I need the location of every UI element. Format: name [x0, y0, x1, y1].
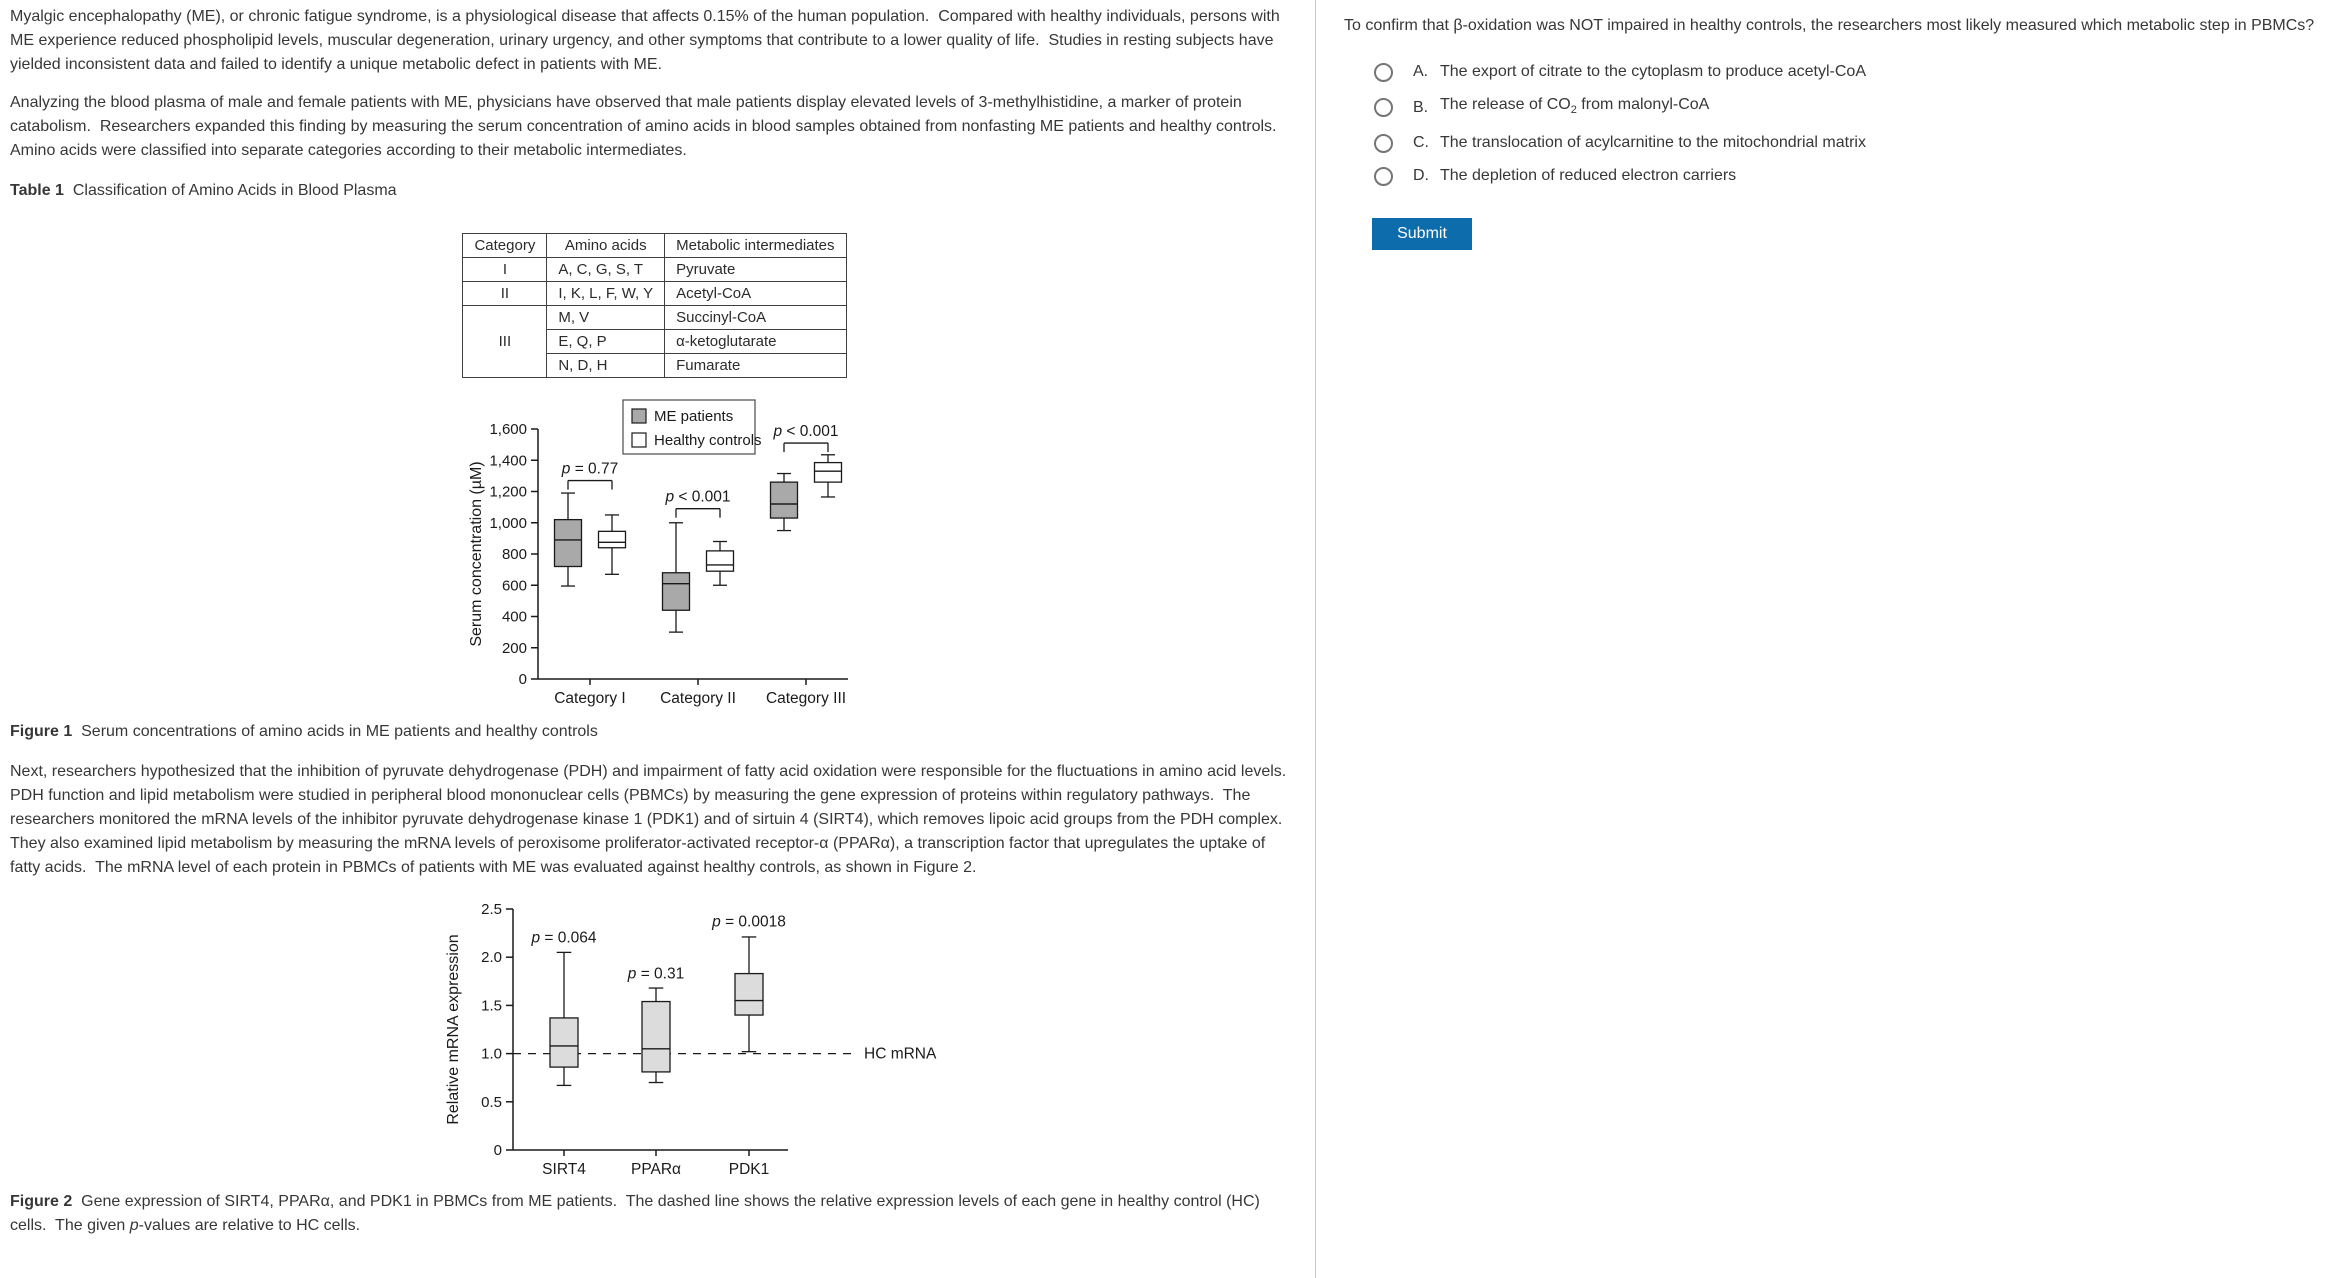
svg-text:p < 0.001: p < 0.001 — [773, 423, 839, 441]
answer-options — [1374, 60, 2339, 188]
figure2-caption-text2: -values are relative to HC cells. — [138, 1217, 361, 1234]
svg-text:Serum concentration (µM): Serum concentration (µM) — [468, 461, 485, 647]
svg-text:1.0: 1.0 — [481, 1045, 502, 1063]
radio-button[interactable] — [1374, 63, 1393, 82]
table-row — [463, 306, 846, 330]
table-cell-intermediate: α-ketoglutarate — [665, 330, 846, 354]
radio-button[interactable] — [1374, 98, 1393, 117]
answer-option-d[interactable] — [1374, 164, 2339, 188]
option-letter: A. — [1413, 63, 1429, 80]
radio-button[interactable] — [1374, 167, 1393, 186]
svg-text:PDK1: PDK1 — [728, 1161, 770, 1178]
option-letter: C. — [1413, 134, 1429, 152]
figure2-caption-text1: Gene expression of SIRT4, PPARα, and PDK1 in PBMCs from ME patients. The dashed line shows the relative expression levels of each gene in healthy control (HC) cells. The given — [10, 1193, 1265, 1234]
passage-paragraph-1: Myalgic encephalopathy (ME), or chronic fatigue syndrome, is a physiological disease that affects 0.15% of the human population. Compared with healthy individuals, persons with ME experience reduced phospholipid levels, muscular degeneration, urinary urgency, and other symptoms that contribute to a lower quality of life. Studies in resting subjects have yielded inconsistent data and failed to identify a unique metabolic defect in patients with ME. — [10, 8, 1285, 73]
question-text: To confirm that β-oxidation was NOT impaired in healthy controls, the researchers most likely measured which metabolic step in PBMCs? — [1344, 17, 2315, 34]
figure1-container — [448, 392, 1299, 716]
figure2-caption-bold: Figure 2 — [10, 1193, 73, 1210]
svg-text:800: 800 — [501, 546, 527, 563]
table-row — [463, 282, 846, 306]
table-cell-amino-acids: M, V — [547, 306, 665, 330]
radio-button[interactable] — [1374, 134, 1393, 153]
amino-acid-table — [462, 233, 846, 378]
table-cell-intermediate: Acetyl-CoA — [665, 282, 846, 306]
svg-text:1,400: 1,400 — [489, 452, 527, 470]
svg-text:0: 0 — [518, 671, 527, 688]
svg-text:1,200: 1,200 — [489, 483, 527, 501]
question-panel — [1316, 0, 2347, 1278]
table-header-row — [463, 234, 846, 258]
table-cell-amino-acids: I, K, L, F, W, Y — [547, 282, 665, 306]
figure2-caption — [10, 1190, 1299, 1238]
svg-text:1,600: 1,600 — [489, 421, 527, 438]
option-text: The depletion of reduced electron carriers — [1440, 167, 1737, 185]
svg-text:Category II: Category II — [660, 690, 736, 707]
figure1-caption-bold: Figure 1 — [10, 723, 73, 740]
option-text: The translocation of acylcarnitine to the mitochondrial matrix — [1440, 134, 1866, 152]
figure2-boxplot — [428, 894, 960, 1186]
submit-button[interactable]: Submit — [1372, 218, 1472, 250]
svg-text:HC mRNA: HC mRNA — [864, 1045, 937, 1063]
svg-text:Healthy controls: Healthy controls — [654, 432, 762, 449]
svg-text:p = 0.31: p = 0.31 — [627, 965, 685, 983]
svg-text:0.5: 0.5 — [481, 1093, 502, 1111]
option-letter: B. — [1413, 98, 1429, 116]
answer-option-c[interactable] — [1374, 131, 2339, 155]
table-cell-category: I — [463, 258, 547, 282]
svg-text:1,000: 1,000 — [489, 514, 527, 532]
svg-text:p = 0.0018: p = 0.0018 — [712, 913, 786, 931]
table-title-text: Classification of Amino Acids in Blood Plasma — [63, 182, 397, 199]
option-text: The release of $CO_2$ from malonyl-CoA — [1440, 96, 1710, 117]
table-cell-intermediate: Fumarate — [665, 354, 846, 378]
svg-text:PPARα: PPARα — [630, 1161, 682, 1178]
answer-option-a[interactable] — [1374, 60, 2339, 84]
svg-text:1.5: 1.5 — [481, 997, 502, 1015]
svg-text:400: 400 — [501, 608, 527, 626]
svg-text:p = 0.77: p = 0.77 — [561, 460, 619, 478]
svg-text:Category III: Category III — [765, 690, 847, 707]
table-title-bold: Table 1 — [10, 182, 64, 199]
figure2-container — [428, 894, 1299, 1186]
figure1-boxplot — [448, 392, 903, 716]
svg-text:2.5: 2.5 — [481, 901, 502, 918]
svg-text:2.0: 2.0 — [481, 949, 502, 967]
option-text: The export of citrate to the cytoplasm to produce acetyl-CoA — [1440, 63, 1866, 80]
table-header-amino-acids: Amino acids — [547, 234, 665, 258]
table-header-category: Category — [463, 234, 547, 258]
figure1-caption-text: Serum concentrations of amino acids in ME patients and healthy controls — [72, 723, 598, 740]
table-cell-intermediate: Pyruvate — [665, 258, 846, 282]
table-cell-category: III — [463, 306, 547, 378]
table-cell-category: II — [463, 282, 547, 306]
svg-text:p < 0.001: p < 0.001 — [665, 488, 731, 506]
table-cell-intermediate: Succinyl-CoA — [665, 306, 846, 330]
figure1-caption — [10, 720, 1299, 744]
svg-text:600: 600 — [501, 577, 527, 595]
table-title — [10, 179, 1299, 203]
table-header-intermediates: Metabolic intermediates — [665, 234, 846, 258]
svg-text:p = 0.064: p = 0.064 — [531, 929, 597, 947]
svg-text:SIRT4: SIRT4 — [542, 1161, 586, 1178]
passage-paragraph-2: Analyzing the blood plasma of male and female patients with ME, physicians have observed that male patients display elevated levels of 3-methylhistidine, a marker of protein catabolism. Researchers expanded this finding by measuring the serum concentration of amino acids in blood samples obtained from nonfasting ME patients and healthy controls. Amino acids were classified into separate categories according to their metabolic intermediates. — [10, 94, 1285, 159]
passage-paragraph-3: Next, researchers hypothesized that the inhibition of pyruvate dehydrogenase (PDH) and impairment of fatty acid oxidation were responsible for the fluctuations in amino acid levels. PDH function and lipid metabolism were studied in peripheral blood mononuclear cells (PBMCs) by measuring the gene expression of proteins within regulatory pathways. The researchers monitored the mRNA levels of the inhibitor pyruvate dehydrogenase kinase 1 (PDK1) and of sirtuin 4 (SIRT4), which removes lipoic acid groups from the PDH complex. They also examined lipid metabolism by measuring the mRNA levels of peroxisome proliferator-activated receptor-α (PPARα), a transcription factor that upregulates the uptake of fatty acids. The mRNA level of each protein in PBMCs of patients with ME was evaluated against healthy controls, as shown in Figure 2. — [10, 763, 1296, 876]
answer-option-b[interactable] — [1374, 93, 2339, 122]
table-cell-amino-acids: A, C, G, S, T — [547, 258, 665, 282]
figure2-caption-italic-p: p — [129, 1217, 139, 1234]
svg-text:0: 0 — [493, 1142, 502, 1159]
svg-text:200: 200 — [501, 639, 527, 657]
option-letter: D. — [1413, 167, 1429, 185]
svg-text:ME patients: ME patients — [654, 408, 734, 425]
table-cell-amino-acids: E, Q, P — [547, 330, 665, 354]
table-row — [463, 258, 846, 282]
table-cell-amino-acids: N, D, H — [547, 354, 665, 378]
svg-text:Relative mRNA expression: Relative mRNA expression — [445, 934, 462, 1125]
svg-text:Category I: Category I — [554, 690, 626, 707]
